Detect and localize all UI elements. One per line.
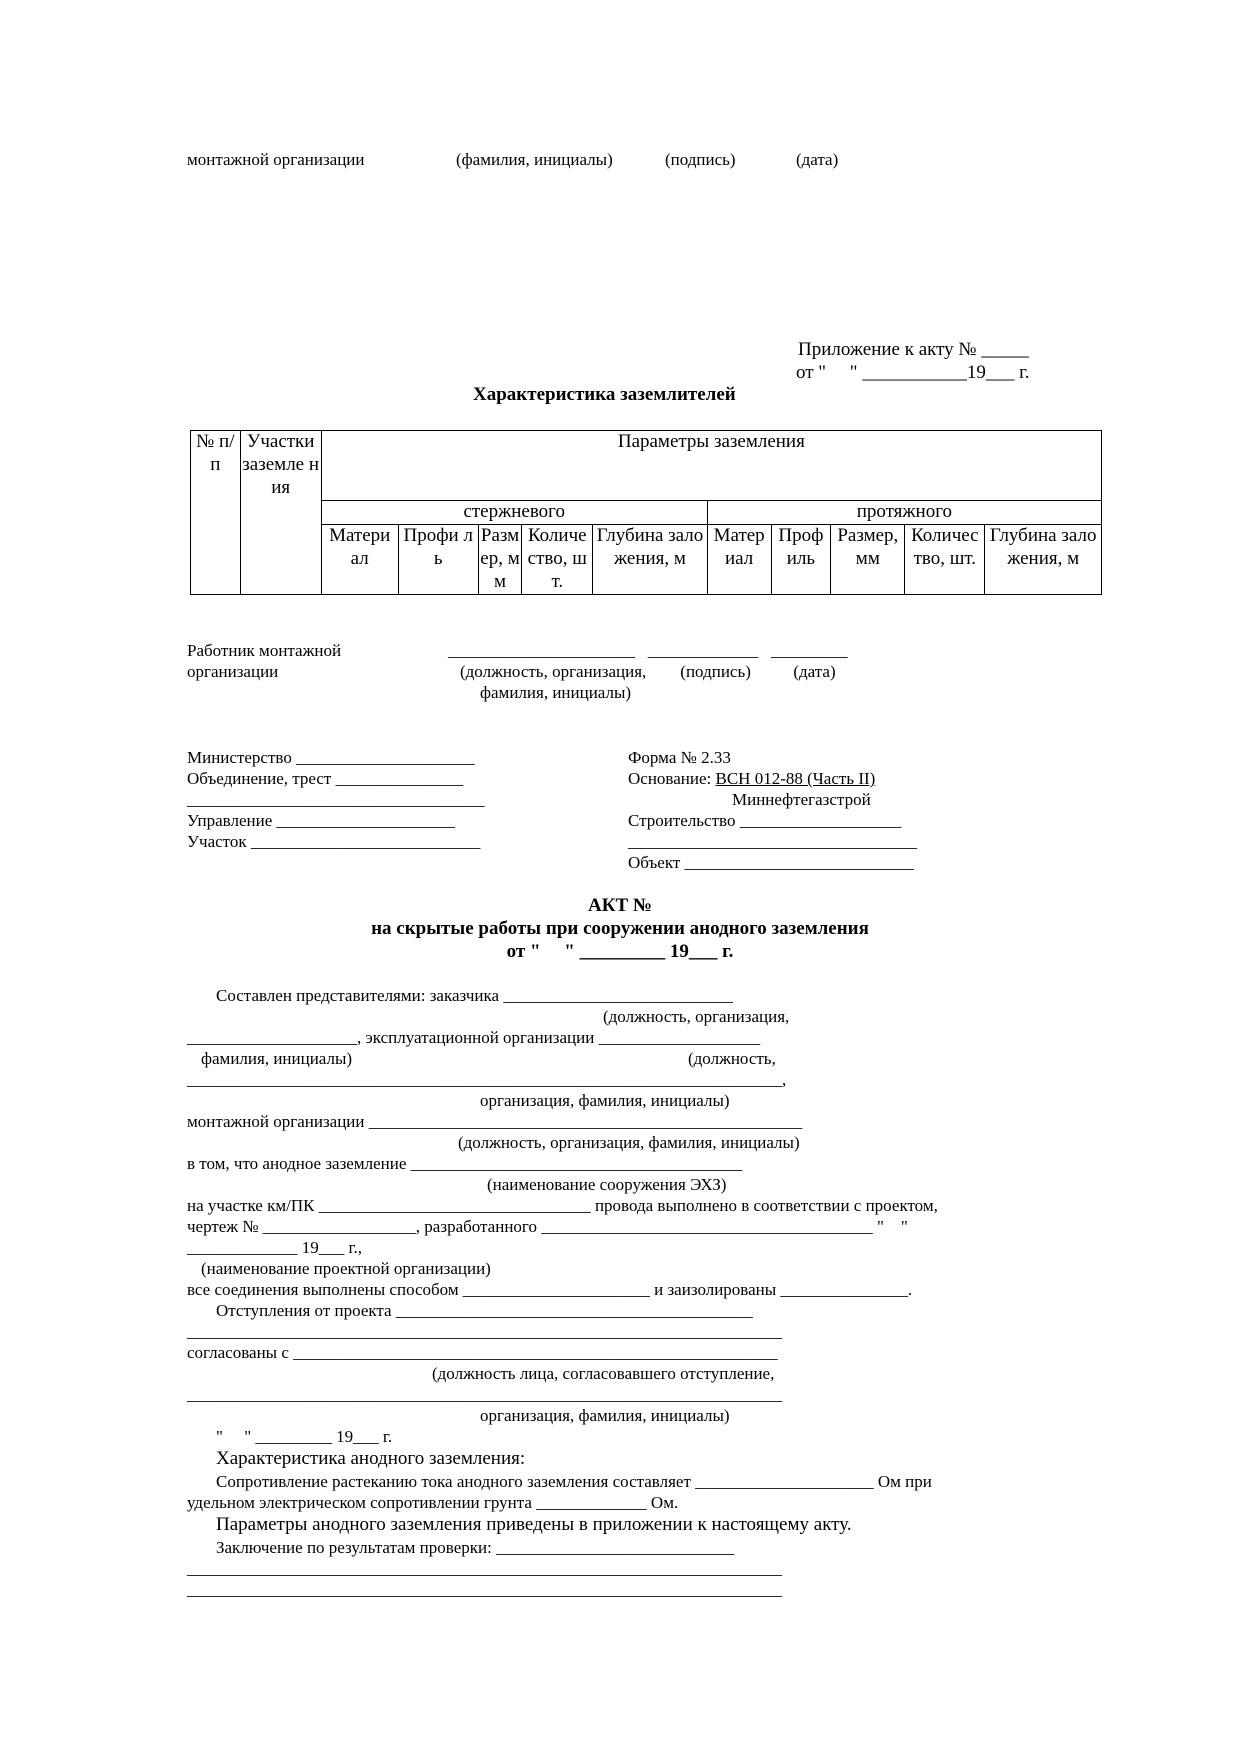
body-line: ______________________________________________________________________ xyxy=(187,1580,782,1599)
worker-sign-lines: ______________________ _____________ _________ xyxy=(448,641,848,660)
body-line: Заключение по результатам проверки: ____________________________ xyxy=(216,1538,735,1557)
object-field: Объект ___________________________ xyxy=(628,853,915,872)
ministry-field: Министерство _____________________ xyxy=(187,748,475,767)
long-size-header: Размер, мм xyxy=(831,525,905,595)
body-line: _____________ 19___ г., xyxy=(187,1238,363,1257)
body-caption: (наименование сооружения ЭХЗ) xyxy=(487,1175,727,1194)
association-field: Объединение, трест _______________ xyxy=(187,769,464,788)
basis-label: Основание: xyxy=(628,769,716,788)
section-field: Участок ___________________________ xyxy=(187,832,481,851)
body-line: Сопротивление растеканию тока анодного заземления составляет _____________________ Ом при xyxy=(216,1472,932,1491)
long-count-header: Количес тво, шт. xyxy=(905,525,985,595)
group-long-header: протяжного xyxy=(707,501,1101,525)
basis-link[interactable]: ВСН 012-88 (Часть II) xyxy=(715,769,876,788)
body-caption: (должность, организация, xyxy=(603,1007,790,1026)
body-line: ______________________________________________________________________, xyxy=(187,1070,787,1089)
body-line: Отступления от проекта __________________________________________ xyxy=(216,1301,753,1320)
worker-sign-caption-1: (должность, организация, (подпись) (дата) xyxy=(460,662,836,681)
body-line: на участке км/ПК ________________________________ провода выполнено в соответствии с проектом, xyxy=(187,1196,938,1215)
act-date: от " " _________ 19___ г. xyxy=(506,941,734,962)
worker-sign-caption-2: фамилия, инициалы) xyxy=(480,683,632,702)
table-title: Характеристика заземлителей xyxy=(473,384,736,405)
body-caption: фамилия, инициалы) xyxy=(201,1049,353,1068)
signature-sign-caption: (подпись) xyxy=(665,150,736,169)
form-number: Форма № 2.33 xyxy=(628,748,731,767)
basis-line xyxy=(628,769,875,789)
rod-size-header: Разм ер, мм xyxy=(478,525,522,595)
worker-label-1: Работник монтажной xyxy=(187,641,342,660)
body-line: в том, что анодное заземление _______________________________________ xyxy=(187,1154,743,1173)
worker-label-2: организации xyxy=(187,662,279,681)
body-caption: (должность, организация, фамилия, инициалы) xyxy=(458,1133,800,1152)
signature-name-caption: (фамилия, инициалы) xyxy=(456,150,613,169)
col-section-header: Участки заземле ния xyxy=(240,431,321,595)
rod-count-header: Количе ство, шт. xyxy=(522,525,593,595)
blank-right-field: __________________________________ xyxy=(628,832,917,851)
long-depth-header: Глубина заложения, м xyxy=(985,525,1102,595)
rod-depth-header: Глубина заложения, м xyxy=(593,525,708,595)
body-caption: организация, фамилия, инициалы) xyxy=(480,1091,730,1110)
params-header: Параметры заземления xyxy=(321,431,1101,501)
body-line: все соединения выполнены способом ______________________ и заизолированы _______________. xyxy=(187,1280,913,1299)
rod-profile-header: Профи ль xyxy=(398,525,478,595)
long-material-header: Матер иал xyxy=(707,525,771,595)
act-title: АКТ № xyxy=(587,895,652,916)
signature-org-label: монтажной организации xyxy=(187,150,365,169)
body-caption: (наименование проектной организации) xyxy=(201,1259,491,1278)
body-line: " " _________ 19___ г. xyxy=(216,1427,393,1446)
signature-date-caption: (дата) xyxy=(796,150,839,169)
blank-field: ___________________________________ xyxy=(187,790,485,809)
body-line: Составлен представителями: заказчика ___________________________ xyxy=(216,986,733,1005)
body-heading: Характеристика анодного заземления: xyxy=(216,1448,526,1469)
body-line: ______________________________________________________________________ xyxy=(187,1385,782,1404)
ministry-name: Миннефтегазстрой xyxy=(732,790,871,809)
grounding-parameters-table xyxy=(190,430,1102,595)
body-caption: (должность, xyxy=(688,1049,776,1068)
body-heading: Параметры анодного заземления приведены в приложении к настоящему акту. xyxy=(216,1514,852,1535)
act-subtitle: на скрытые работы при сооружении анодного заземления xyxy=(371,918,869,939)
body-caption: организация, фамилия, инициалы) xyxy=(480,1406,730,1425)
group-rod-header: стержневого xyxy=(321,501,707,525)
construction-field: Строительство ___________________ xyxy=(628,811,902,830)
appendix-line2: от " " ___________19___ г. xyxy=(796,362,1030,383)
body-line: ______________________________________________________________________ xyxy=(187,1322,782,1341)
body-line: согласованы с _________________________________________________________ xyxy=(187,1343,778,1362)
body-line: чертеж № __________________, разработанного _______________________________________ " " xyxy=(187,1217,908,1236)
col-number-header: № п/п xyxy=(191,431,241,595)
rod-material-header: Матери ал xyxy=(321,525,398,595)
body-line: монтажной организации ___________________________________________________ xyxy=(187,1112,803,1131)
body-line: удельном электрическом сопротивлении грунта _____________ Ом. xyxy=(187,1493,679,1512)
body-line: ____________________, эксплуатационной организации ___________________ xyxy=(187,1028,761,1047)
appendix-line1: Приложение к акту № _____ xyxy=(798,339,1029,360)
body-line: ______________________________________________________________________ xyxy=(187,1559,782,1578)
long-profile-header: Проф иль xyxy=(771,525,831,595)
body-caption: (должность лица, согласовавшего отступление, xyxy=(432,1364,775,1383)
administration-field: Управление _____________________ xyxy=(187,811,456,830)
